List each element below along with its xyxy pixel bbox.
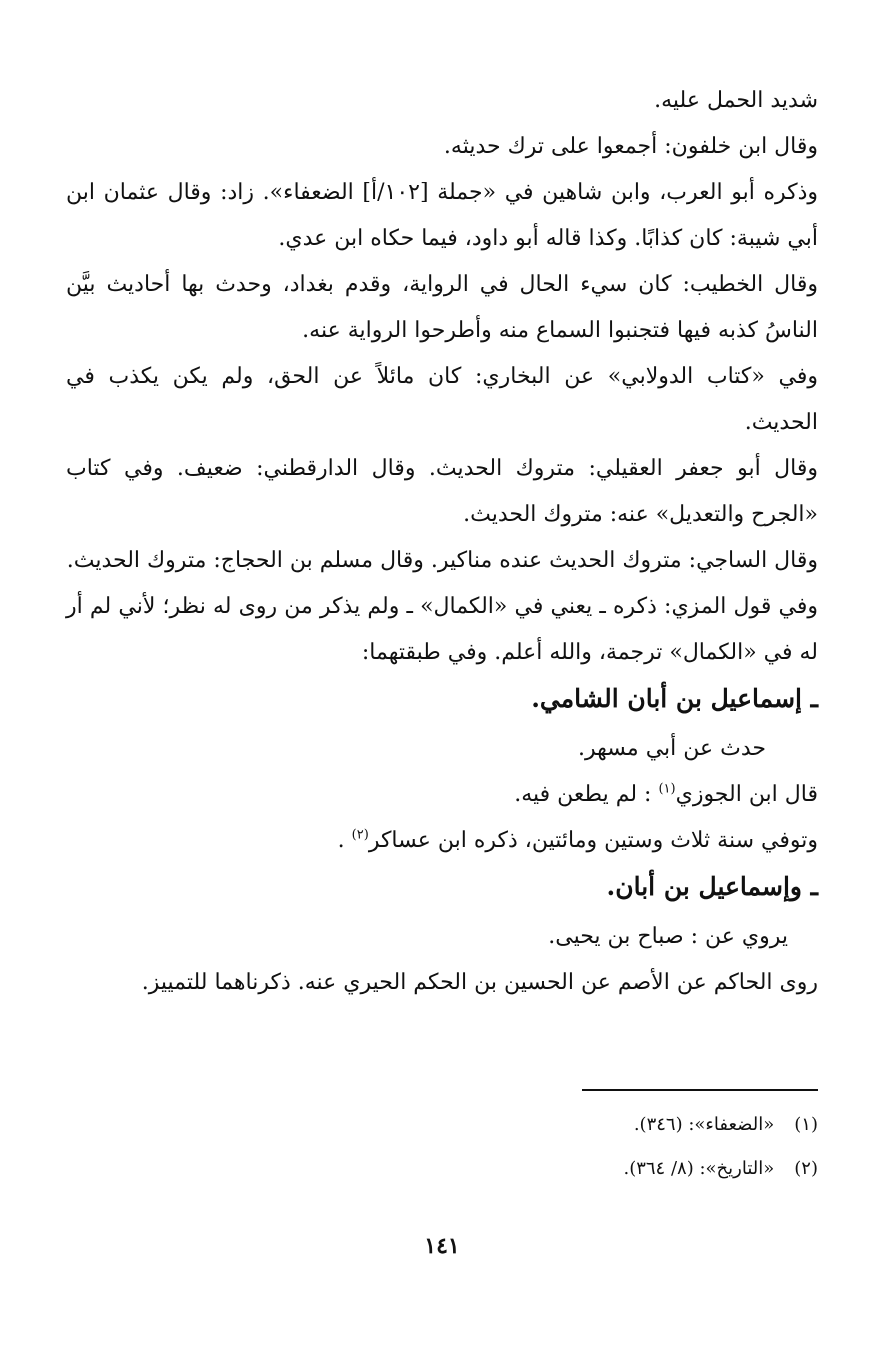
entry-heading: ـ إسماعيل بن أبان الشامي. xyxy=(531,684,818,713)
paragraph: روى الحاكم عن الأصم عن الحسين بن الحكم الحيري عنه. ذكرناهما للتمييز. xyxy=(141,970,818,995)
footnote-number: (١) xyxy=(794,1114,818,1135)
footnote-item xyxy=(66,1147,818,1191)
footnote-marker[interactable]: (٢) xyxy=(351,827,369,843)
paragraph: وقال ابن خلفون: أجمعوا على ترك حديثه. xyxy=(443,134,818,159)
footnote-item xyxy=(66,1103,818,1147)
paragraph: شديد الحمل عليه. xyxy=(654,88,818,113)
paragraph-text: قال ابن الجوزي xyxy=(675,782,818,807)
main-text xyxy=(66,78,818,1006)
footnote-divider xyxy=(582,1089,818,1091)
footnote-number: (٢) xyxy=(794,1158,818,1179)
footnote-marker[interactable]: (١) xyxy=(658,781,676,797)
footnotes xyxy=(66,1103,818,1191)
paragraph xyxy=(66,818,818,864)
paragraph: وقال أبو جعفر العقيلي: متروك الحديث. وقال الدارقطني: ضعيف. وفي كتاب «الجرح والتعديل» عنه: متروك الحديث. xyxy=(66,456,818,527)
paragraph xyxy=(66,772,818,818)
paragraph-text: : لم يطعن فيه. xyxy=(514,782,659,807)
entry-heading: ـ وإسماعيل بن أبان. xyxy=(606,872,818,901)
footnote-text: «التاريخ»: (٨/ ٣٦٤). xyxy=(623,1158,775,1179)
paragraph: وقال الساجي: متروك الحديث عنده مناكير. وقال مسلم بن الحجاج: متروك الحديث. xyxy=(66,548,818,573)
paragraph: وذكره أبو العرب، وابن شاهين في «جملة [١٠٢/أ] الضعفاء». زاد: وقال عثمان ابن أبي شيبة: كان كذابًا. وكذا قاله أبو داود، فيما حكاه ابن عدي. xyxy=(66,180,819,251)
paragraph: حدث عن أبي مسهر. xyxy=(578,736,766,761)
page-number: ١٤١ xyxy=(424,1233,460,1259)
paragraph: وقال الخطيب: كان سيء الحال في الرواية، وقدم بغداد، وحدث بها أحاديث بيَّن الناسُ كذبه فيها فتجنبوا السماع منه وأطرحوا الرواية عنه. xyxy=(66,272,818,343)
paragraph: وفي قول المزي: ذكره ـ يعني في «الكمال» ـ ولم يذكر من روى له نظر؛ لأني لم أر له في «الكمال» ترجمة، والله أعلم. وفي طبقتهما: xyxy=(66,594,818,665)
paragraph: وفي «كتاب الدولابي» عن البخاري: كان مائلاً عن الحق، ولم يكن يكذب في الحديث. xyxy=(66,364,818,435)
footnote-text: «الضعفاء»: (٣٤٦). xyxy=(633,1114,775,1135)
paragraph-text: وتوفي سنة ثلاث وستين ومائتين، ذكره ابن عساكر xyxy=(368,828,818,853)
paragraph-text: . xyxy=(337,828,352,853)
paragraph: يروي عن : صباح بن يحيى. xyxy=(548,924,788,949)
